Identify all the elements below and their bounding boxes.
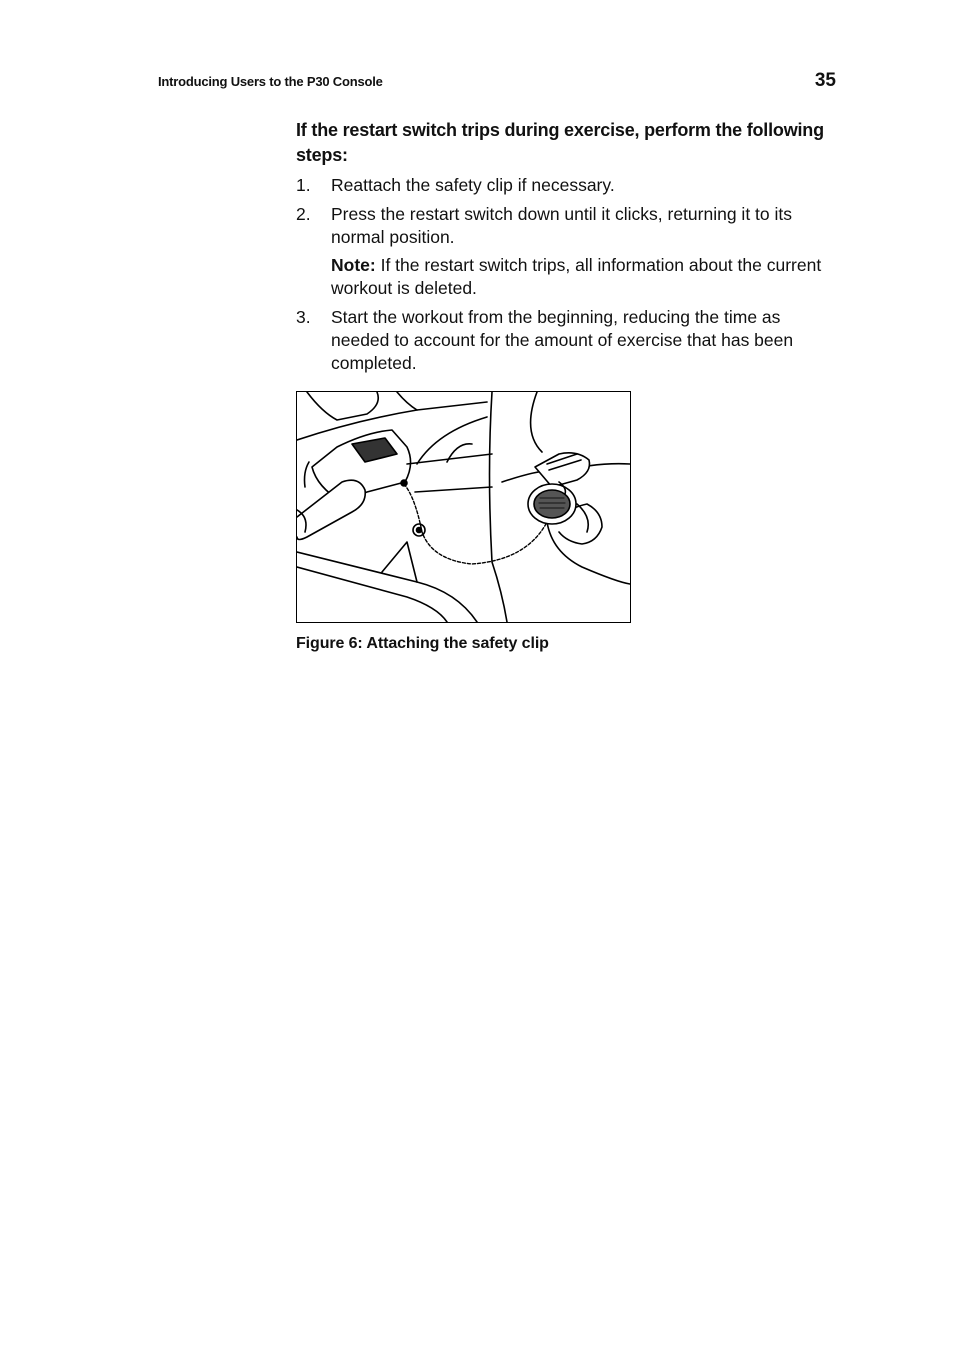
step-item xyxy=(296,306,836,375)
step-number: 2. xyxy=(296,204,311,224)
safety-clip-illustration xyxy=(297,392,630,622)
step-text: Reattach the safety clip if necessary. xyxy=(331,175,615,195)
figure-caption: Figure 6: Attaching the safety clip xyxy=(296,635,549,652)
section-heading: If the restart switch trips during exercise, perform the following steps: xyxy=(296,120,824,165)
page-number: 35 xyxy=(814,70,836,91)
note-label: Note: xyxy=(331,255,376,275)
safety-clip-figure xyxy=(296,391,631,623)
steps-list xyxy=(296,174,836,375)
step-number: 1. xyxy=(296,175,311,195)
main-content xyxy=(296,118,836,381)
step-item xyxy=(296,174,836,197)
note-text: If the restart switch trips, all information about the current workout is deleted. xyxy=(331,255,822,298)
step-text: Start the workout from the beginning, reducing the time as needed to account for the amount of exercise that has been completed. xyxy=(331,307,794,373)
step-number: 3. xyxy=(296,307,311,327)
note xyxy=(331,254,836,300)
running-header-title: Introducing Users to the P30 Console xyxy=(158,74,383,89)
step-text: Press the restart switch down until it clicks, returning it to its normal position. xyxy=(331,204,792,247)
step-item xyxy=(296,203,836,300)
